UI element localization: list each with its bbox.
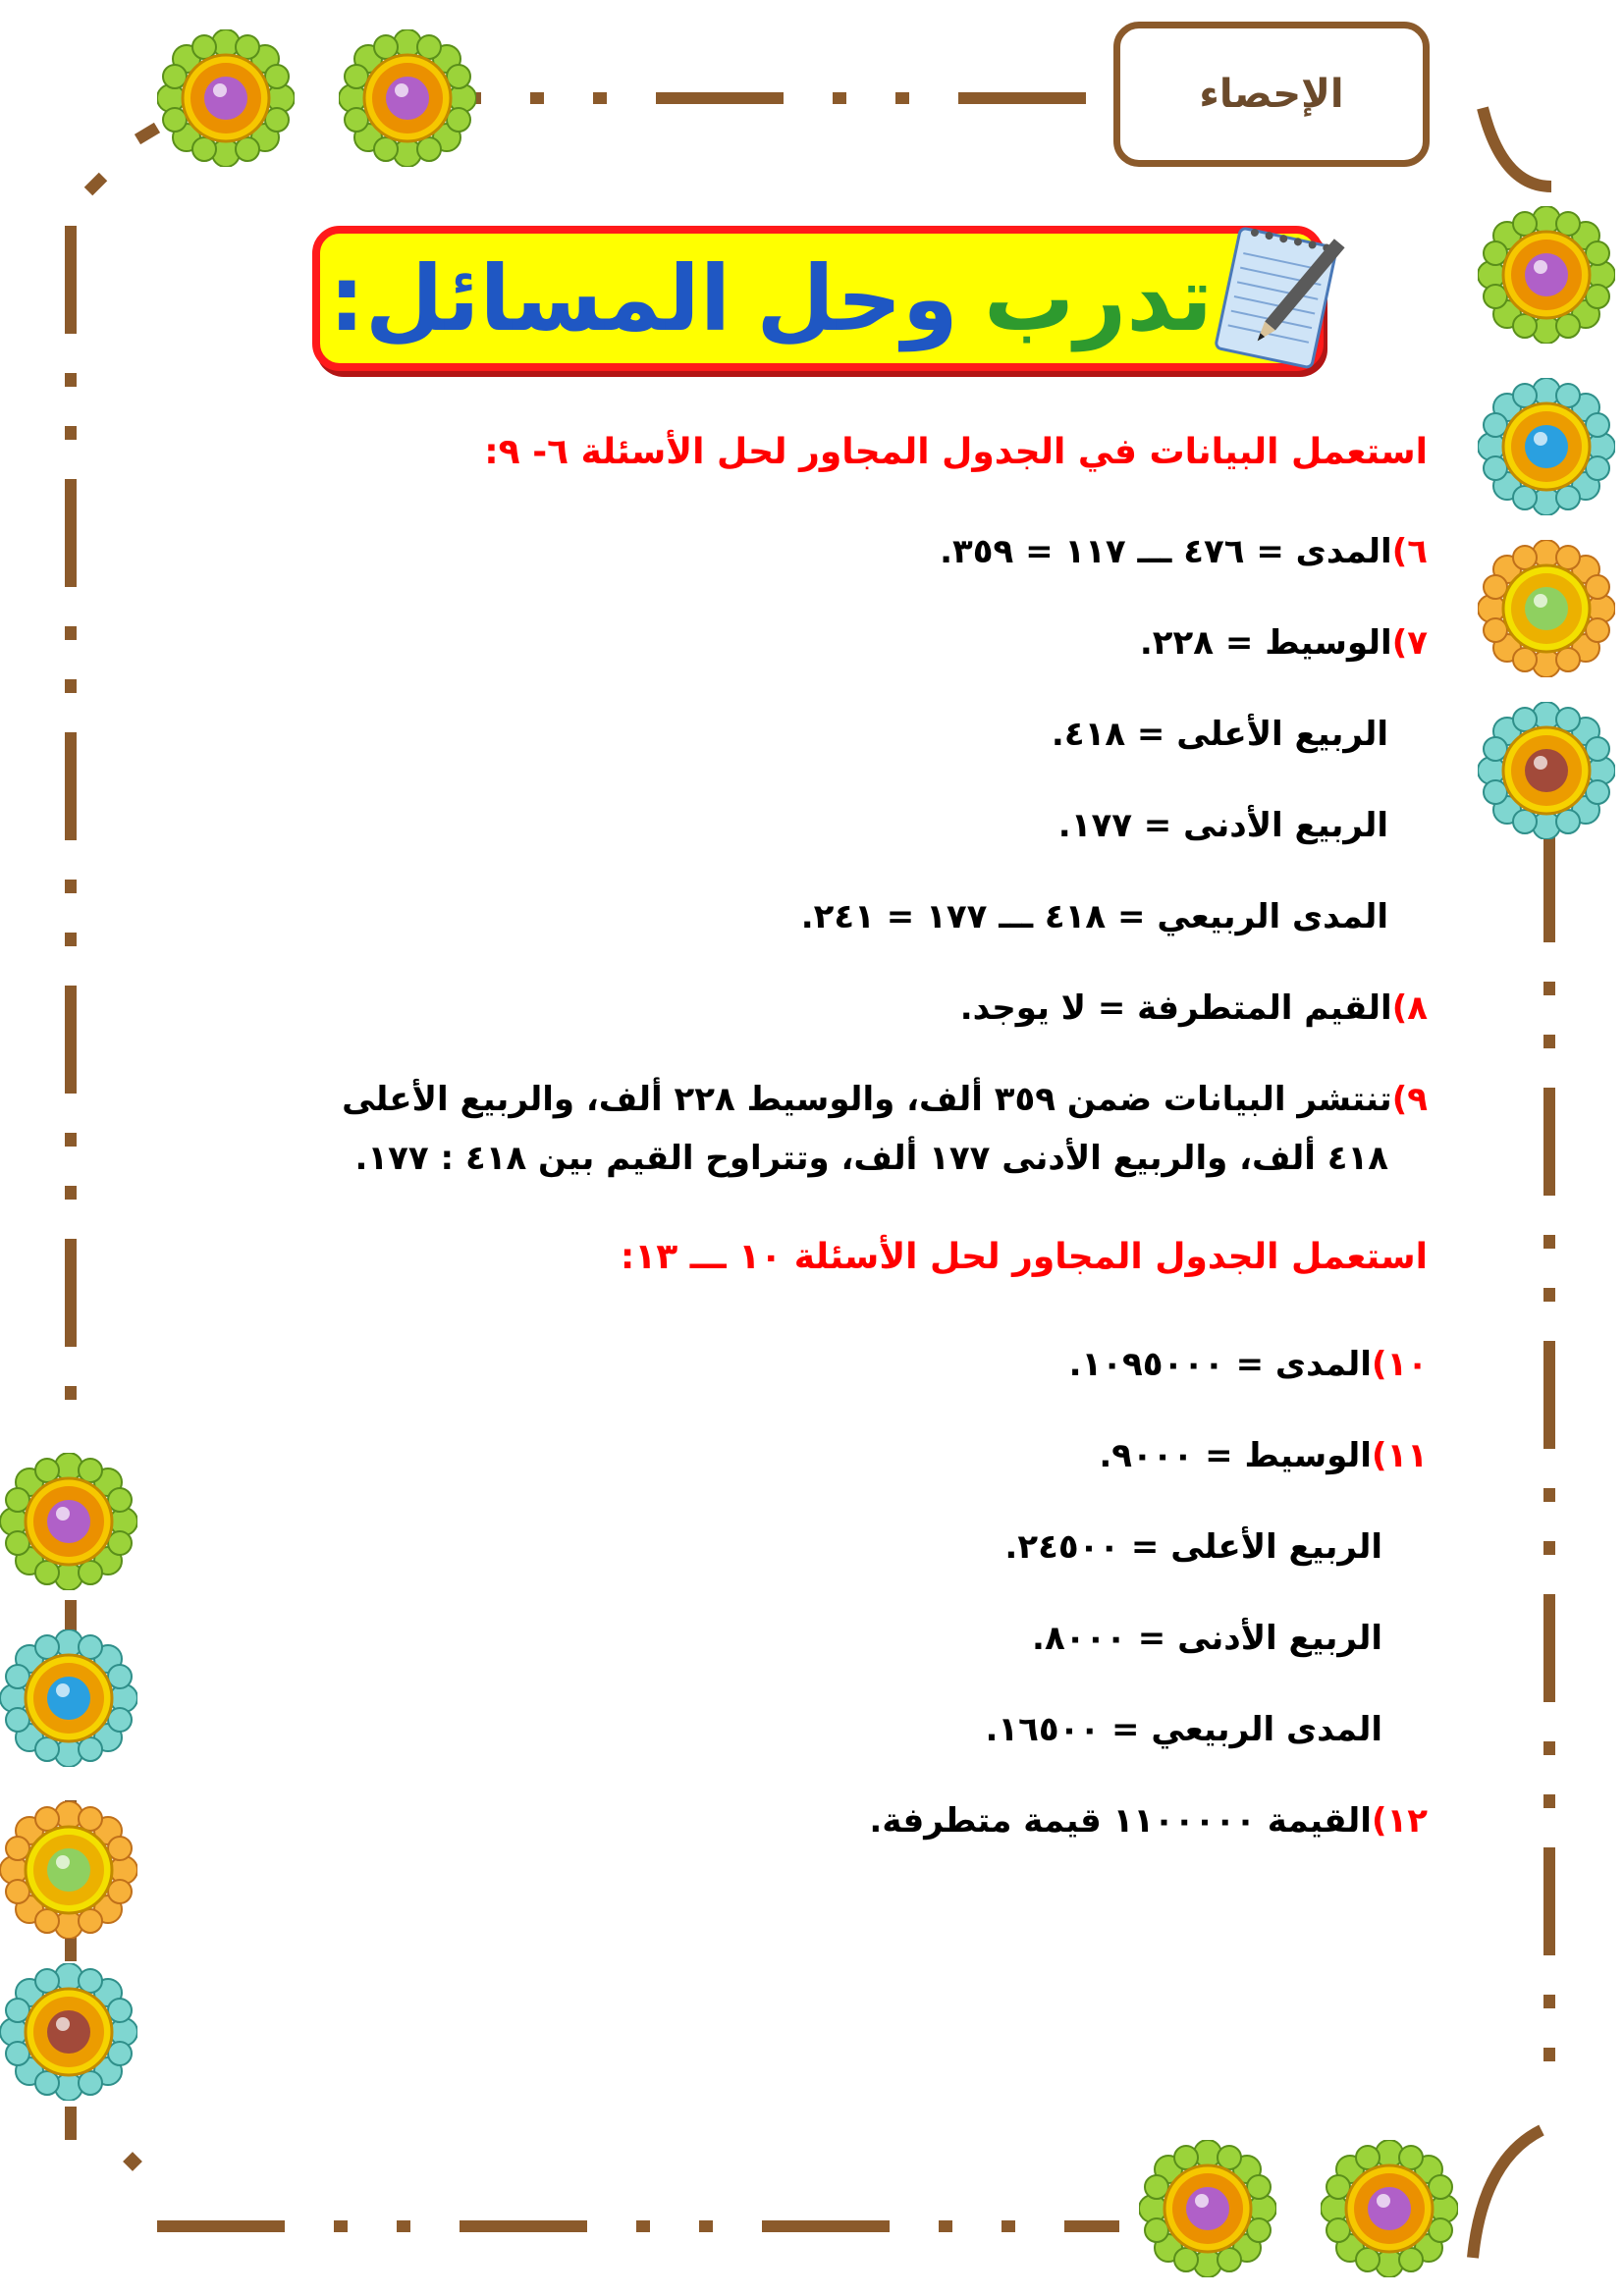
answer-7-number: ٧) [1391, 623, 1428, 663]
banner-word-2: وحل [756, 245, 958, 351]
flower-icon [157, 29, 295, 167]
flower-icon [1478, 540, 1615, 677]
answer-12 [869, 1801, 1428, 1841]
answer-9-line-2: ٤١٨ ألف، والربيع الأدنى ١٧٧ ألف، وتتراوح القيم بين ٤١٨ : ١٧٧. [354, 1139, 1388, 1178]
flower-icon [0, 1963, 137, 2101]
subject-label: الإحصاء [1199, 72, 1344, 117]
answer-10-number: ١٠) [1371, 1345, 1428, 1384]
flower-icon [0, 1453, 137, 1590]
answer-11-lower-quartile: الربيع الأدنى = ٨٠٠٠. [1032, 1619, 1382, 1658]
notepad-pencil-icon [1208, 218, 1355, 375]
answer-7-upper-quartile: الربيع الأعلى = ٤١٨. [1051, 715, 1388, 754]
section-2-heading: استعمل الجدول المجاور لحل الأسئلة ١٠ ـــ ١٣: [620, 1237, 1428, 1277]
subject-label-box [1113, 22, 1430, 167]
banner-word-1: تدرب [983, 245, 1213, 351]
answer-7 [1140, 623, 1428, 663]
flower-icon [1478, 702, 1615, 839]
flower-icon [0, 1801, 137, 1939]
answer-11 [1099, 1436, 1428, 1475]
answer-12-number: ١٢) [1371, 1801, 1428, 1841]
answer-7-iqr: المدى الربيعي = ٤١٨ ـــ ١٧٧ = ٢٤١. [800, 897, 1388, 936]
answer-10 [1069, 1345, 1428, 1384]
answer-10-text: المدى = ١٠٩٥٠٠٠. [1068, 1345, 1372, 1384]
answer-8-text: القيم المتطرفة = لا يوجد. [959, 988, 1392, 1028]
answer-6 [940, 532, 1428, 571]
flower-icon [0, 1629, 137, 1767]
answer-9-text-1: تنتشر البيانات ضمن ٣٥٩ ألف، والوسيط ٢٢٨ ألف، والربيع الأعلى [342, 1080, 1392, 1119]
answer-8-number: ٨) [1391, 988, 1428, 1028]
answer-7-lower-quartile: الربيع الأدنى = ١٧٧. [1057, 806, 1388, 845]
flower-icon [1478, 378, 1615, 515]
answer-7-text: الوسيط = ٢٢٨. [1139, 623, 1392, 663]
banner-title [329, 226, 1213, 371]
answer-9-number: ٩) [1391, 1080, 1428, 1119]
flower-icon [339, 29, 476, 167]
answer-11-text: الوسيط = ٩٠٠٠. [1099, 1436, 1372, 1475]
answer-8 [960, 988, 1428, 1028]
answer-11-number: ١١) [1371, 1436, 1428, 1475]
answer-6-number: ٦) [1391, 532, 1428, 571]
answer-6-text: المدى = ٤٧٦ ـــ ١١٧ = ٣٥٩. [940, 532, 1392, 571]
flower-icon [1321, 2140, 1458, 2277]
answer-11-iqr: المدى الربيعي = ١٦٥٠٠. [985, 1710, 1382, 1749]
flower-icon [1139, 2140, 1276, 2277]
answer-11-upper-quartile: الربيع الأعلى = ٢٤٥٠٠. [1004, 1527, 1382, 1567]
flower-icon [1478, 206, 1615, 344]
answer-9-line-1 [342, 1080, 1428, 1119]
section-1-heading: استعمل البيانات في الجدول المجاور لحل الأسئلة ٦- ٩: [484, 432, 1428, 472]
answer-12-text: القيمة ١١٠٠٠٠٠ قيمة متطرفة. [869, 1801, 1372, 1841]
title-banner [304, 218, 1355, 383]
banner-word-3: المسائل: [328, 245, 731, 351]
